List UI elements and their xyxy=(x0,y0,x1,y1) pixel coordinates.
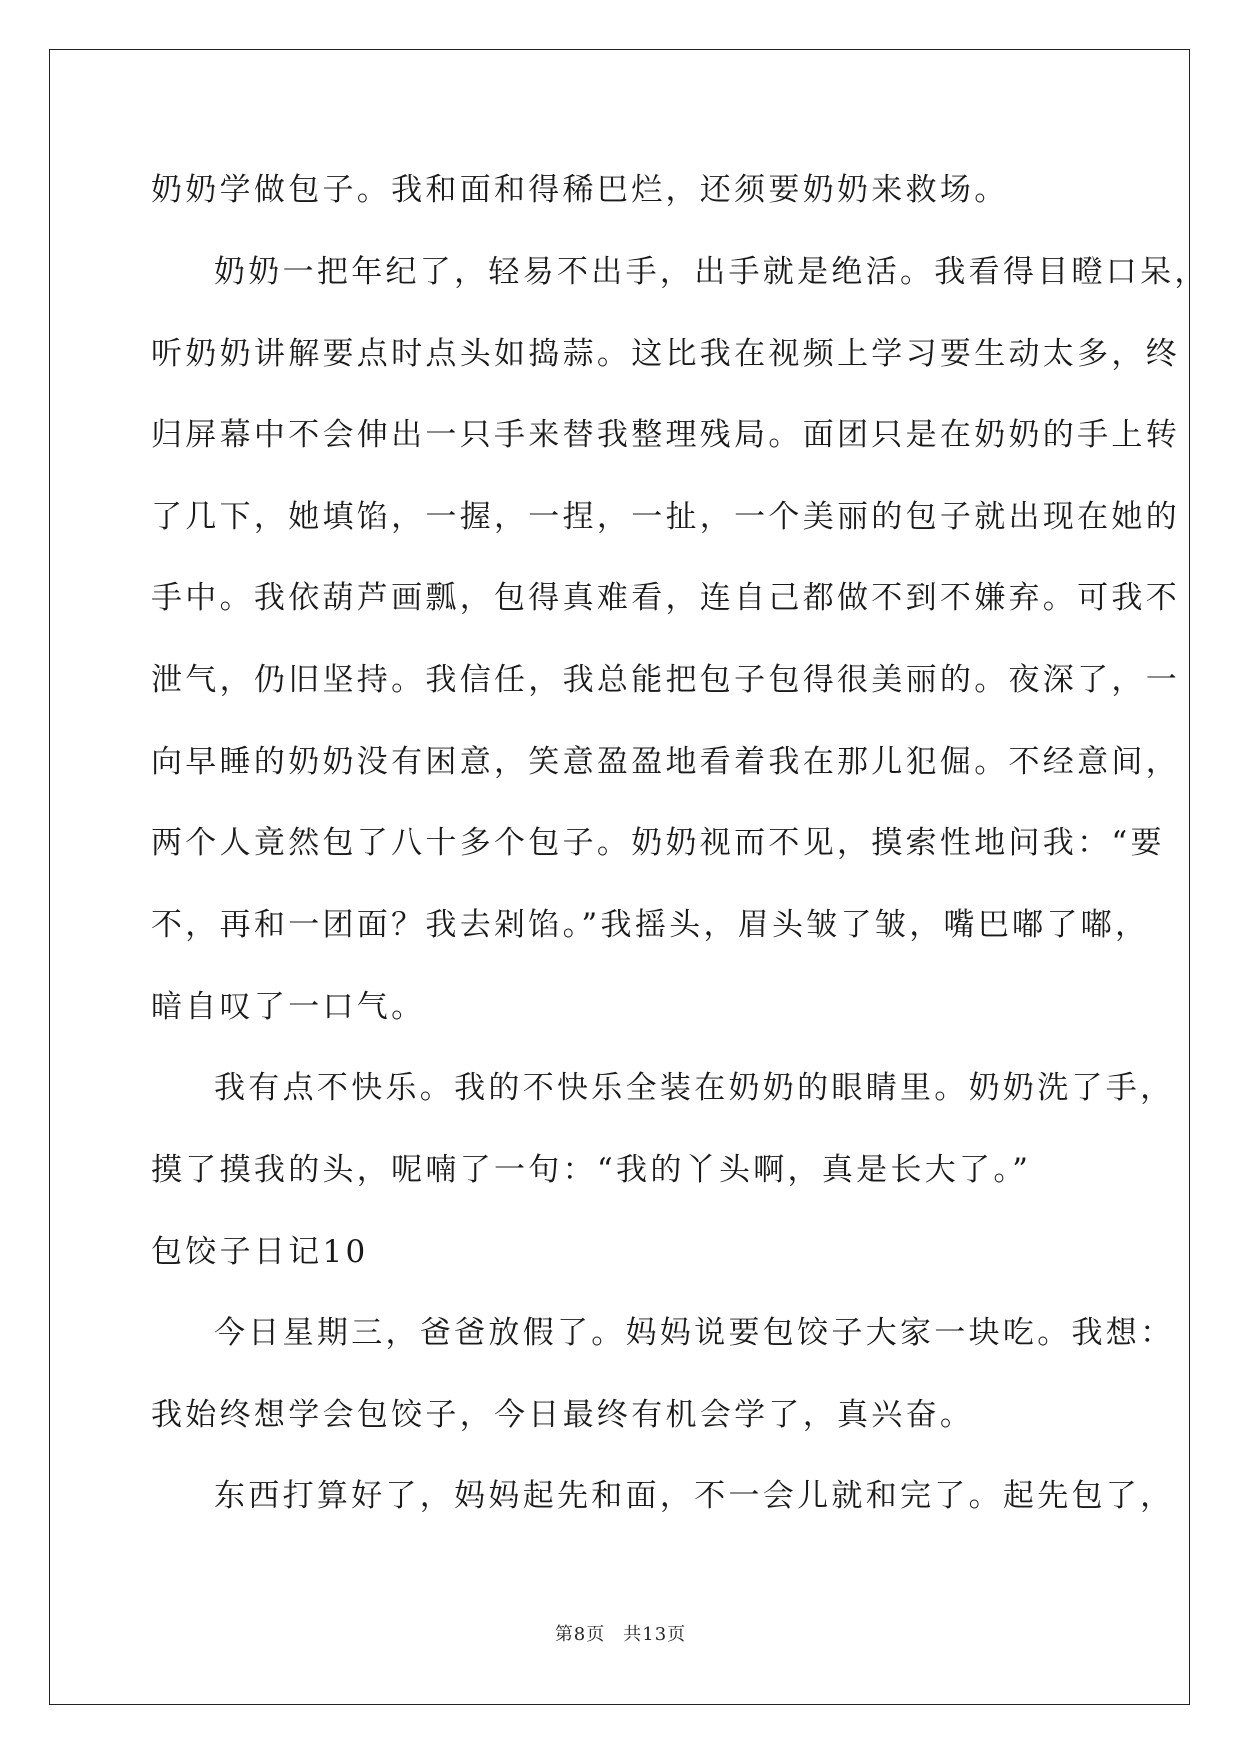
paragraph-start-line: 东西打算好了，妈妈起先和面，不一会儿就和完了。起先包了， xyxy=(214,1478,1175,1514)
paragraph-start-line: 我有点不快乐。我的不快乐全装在奶奶的眼睛里。奶奶洗了手， xyxy=(214,1070,1175,1106)
text-line: 听奶奶讲解要点时点头如捣蒜。这比我在视频上学习要生动太多，终 xyxy=(151,336,1180,372)
text-line: 奶奶学做包子。我和面和得稀巴烂，还须要奶奶来救场。 xyxy=(151,172,1009,208)
paragraph-start-line: 今日星期三，爸爸放假了。妈妈说要包饺子大家一块吃。我想： xyxy=(214,1315,1175,1351)
text-line: 两个人竟然包了八十多个包子。奶奶视而不见，摸索性地问我：“要 xyxy=(151,825,1165,861)
page-border xyxy=(49,49,1190,1705)
text-line: 了几下，她填馅，一握，一捏，一扯，一个美丽的包子就出现在她的 xyxy=(151,499,1180,535)
text-line: 向早睡的奶奶没有困意，笑意盈盈地看着我在那儿犯倔。不经意间， xyxy=(151,744,1180,780)
text-line: 我始终想学会包饺子，今日最终有机会学了，真兴奋。 xyxy=(151,1397,975,1433)
page-total: 共13页 xyxy=(623,1624,687,1645)
section-heading: 包饺子日记10 xyxy=(151,1234,369,1270)
text-line: 不，再和一团面？我去剁馅。”我摇头，眉头皱了皱，嘴巴嘟了嘟， xyxy=(151,907,1150,943)
text-line: 手中。我依葫芦画瓢，包得真难看，连自己都做不到不嫌弃。可我不 xyxy=(151,580,1180,616)
text-line: 暗自叹了一口气。 xyxy=(151,989,426,1025)
page-footer xyxy=(0,1623,1241,1647)
text-line: 泄气，仍旧坚持。我信任，我总能把包子包得很美丽的。夜深了，一 xyxy=(151,662,1180,698)
paragraph-start-line: 奶奶一把年纪了，轻易不出手，出手就是绝活。我看得目瞪口呆， xyxy=(214,254,1209,290)
text-line: 归屏幕中不会伸出一只手来替我整理残局。面团只是在奶奶的手上转 xyxy=(151,417,1180,453)
page-number: 第8页 xyxy=(554,1624,606,1645)
text-line: 摸了摸我的头，呢喃了一句：“我的丫头啊，真是长大了。” xyxy=(151,1152,1032,1188)
